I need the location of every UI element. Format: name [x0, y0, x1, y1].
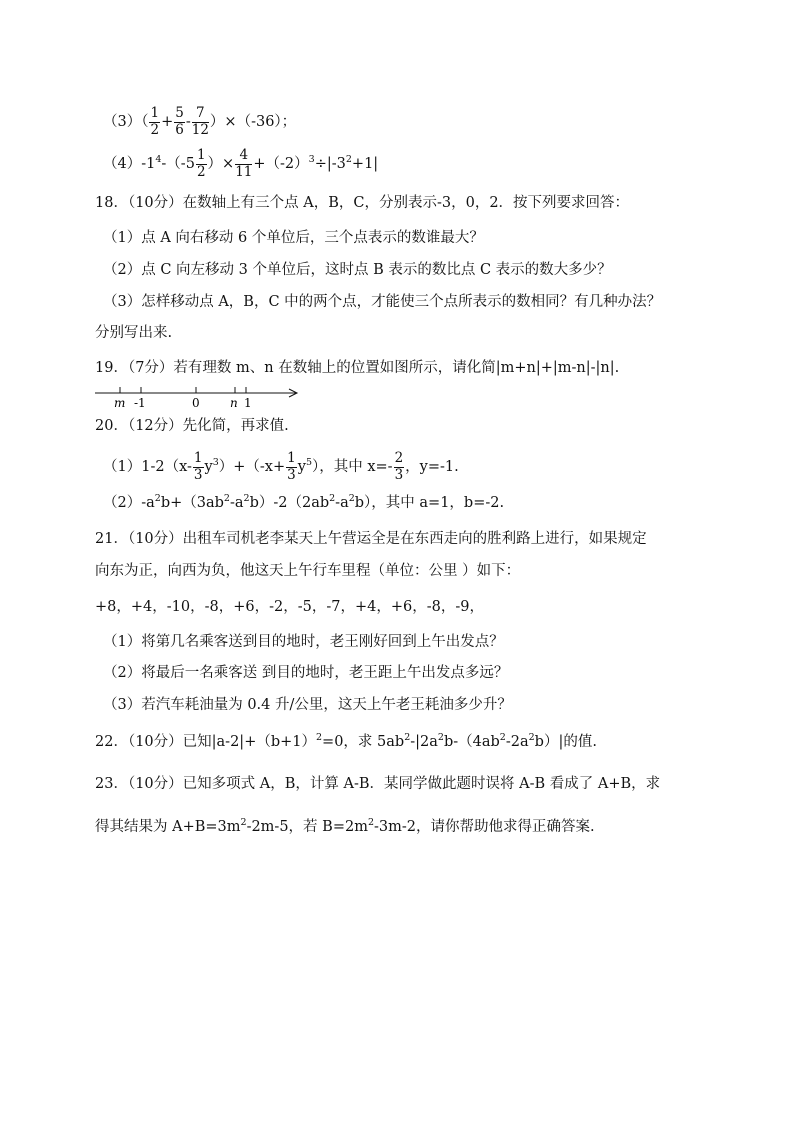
problem-19-stem: 19．（7分）若有理数 m、n 在数轴上的位置如图所示，请化简|m+n|+|m-n|-|n|.: [95, 360, 620, 376]
exponent: 2: [437, 732, 444, 743]
expression-text: -|2a: [410, 734, 438, 750]
problem-21-part-1: （1）将第几名乘客送到目的地时，老王刚好回到上午出发点？: [103, 634, 504, 650]
numerator: 1: [150, 105, 160, 121]
problem-21-mileage-data: +8，+4，-10，-8，+6，-2，-5，-7，+4，+6，-8，-9，: [95, 599, 484, 615]
denominator: 2: [150, 121, 160, 138]
fraction: [196, 149, 207, 179]
expression-text: ），其中 x=-: [311, 459, 393, 475]
expression-text: （1）1-2（x-: [103, 459, 192, 475]
expression-text: =0，求 5ab: [322, 734, 405, 750]
operator: +: [161, 114, 174, 130]
expression-text: 22．（10分）已知|a-2|+（b+1）: [95, 734, 316, 750]
fraction: [286, 452, 297, 482]
exponent: 2: [404, 732, 411, 743]
expression-text: y: [204, 459, 213, 475]
expression-text: -a: [335, 495, 349, 511]
exponent: 5: [305, 457, 312, 468]
expression-text: （4）-1: [103, 156, 156, 172]
expression-text: y: [297, 459, 306, 475]
label-zero: 0: [192, 396, 200, 410]
problem-18-part-3: （3）怎样移动点 A，B，C 中的两个点，才能使三个点所表示的数相同？有几种办法？: [103, 294, 662, 310]
exponent: 2: [243, 493, 250, 504]
denominator: 3: [394, 466, 404, 483]
label-neg1: -1: [134, 396, 146, 410]
exponent: 2: [499, 732, 506, 743]
expression-text: b）|的值.: [534, 734, 597, 750]
fraction: [193, 452, 204, 482]
expression-text: ÷|-3: [314, 156, 346, 172]
number-line-figure: [90, 382, 310, 410]
problem-21-part-2: （2）将最后一名乘客送 到目的地时，老王距上午出发点多远？: [103, 665, 509, 681]
expression-text: b-（4ab: [443, 734, 500, 750]
problem-23-line-2: [95, 818, 595, 836]
problem-21-part-3: （3）若汽车耗油量为 0.4 升/公里，这天上午老王耗油多少升？: [103, 697, 512, 713]
expression-text: （2）-a: [103, 495, 155, 511]
numerator: 1: [287, 450, 296, 466]
expression-text: -2m-5，若 B=2m: [246, 819, 368, 835]
denominator: 6: [175, 121, 184, 138]
denominator: 3: [287, 466, 296, 483]
fraction: [149, 107, 160, 137]
fraction: [394, 452, 405, 482]
fraction: [235, 149, 252, 179]
expression-text: ）×: [207, 156, 235, 172]
exponent: 2: [316, 732, 323, 743]
exponent: 2: [528, 732, 535, 743]
exponent: 2: [345, 154, 352, 165]
numerator: 1: [193, 450, 203, 466]
problem-21-stem-line-2: 向东为正，向西为负，他这天上午行车里程（单位：公里 ）如下：: [95, 563, 521, 579]
expression-text: 得其结果为 A+B=3m: [95, 819, 241, 835]
label-one: 1: [244, 396, 252, 410]
problem-22: [95, 733, 597, 751]
paren: （: [141, 114, 149, 130]
problem-23-line-1: 23．（10分）已知多项式 A，B，计算 A-B．某同学做此题时误将 A-B 看成了 A+B，求: [95, 776, 661, 792]
denominator: 11: [235, 163, 253, 180]
denominator: 2: [196, 163, 206, 180]
exponent: 3: [308, 154, 315, 165]
numerator: 5: [175, 105, 184, 121]
problem-17-part-3: [103, 107, 296, 137]
exponent: 4: [155, 154, 162, 165]
fraction: [174, 107, 185, 137]
expression-text: +（-2）: [253, 156, 309, 172]
denominator: 12: [191, 121, 209, 138]
label-m: m: [114, 396, 126, 410]
expression-text: ）+（-x+: [218, 459, 286, 475]
problem-21-stem-line-1: 21．（10分）出租车司机老李某天上午营运全是在东西走向的胜利路上进行，如果规定: [95, 531, 647, 547]
exponent: 2: [154, 493, 161, 504]
exponent: 2: [348, 493, 355, 504]
numerator: 1: [196, 147, 206, 163]
problem-20-part-2: [103, 494, 504, 512]
expression-text: -a: [229, 495, 244, 511]
exponent: 2: [240, 817, 247, 828]
problem-18-part-2: （2）点 C 向左移动 3 个单位后，这时点 B 表示的数比点 C 表示的数大多少？: [103, 262, 612, 278]
numerator: 4: [235, 149, 252, 165]
expression-text: -（-5: [161, 156, 195, 172]
expression-text: -3m-2，请你帮助他求得正确答案.: [374, 819, 595, 835]
numerator: 2: [394, 450, 404, 466]
problem-17-part-4: [103, 149, 378, 179]
expression-text: ）×（-36）；: [209, 114, 297, 130]
problem-20-stem: 20．（12分）先化简，再求值.: [95, 418, 289, 434]
denominator: 3: [193, 466, 203, 483]
expression-text: b），其中 a=1，b=-2.: [354, 495, 505, 511]
expression-text: b）-2（2ab: [249, 495, 330, 511]
problem-18-stem: 18．（10分）在数轴上有三个点 A，B，C，分别表示-3，0，2．按下列要求回答：: [95, 195, 630, 211]
problem-18-part-1: （1）点 A 向右移动 6 个单位后，三个点表示的数谁最大？: [103, 230, 484, 246]
expression-text: ，y=-1.: [405, 459, 459, 475]
expression-text: +1|: [351, 156, 379, 172]
exponent: 2: [367, 817, 374, 828]
numerator: 7: [192, 107, 209, 123]
label-n: n: [230, 396, 238, 410]
fraction: [192, 107, 209, 137]
exponent: 3: [212, 457, 219, 468]
part-label: （3）: [103, 114, 142, 130]
expression-text: -2a: [505, 734, 529, 750]
exponent: 2: [223, 493, 230, 504]
exponent: 2: [329, 493, 336, 504]
problem-20-part-1: [103, 452, 459, 482]
expression-text: b+（3ab: [160, 495, 224, 511]
operator: -: [185, 114, 191, 130]
problem-18-part-3-continued: 分别写出来.: [95, 325, 173, 341]
